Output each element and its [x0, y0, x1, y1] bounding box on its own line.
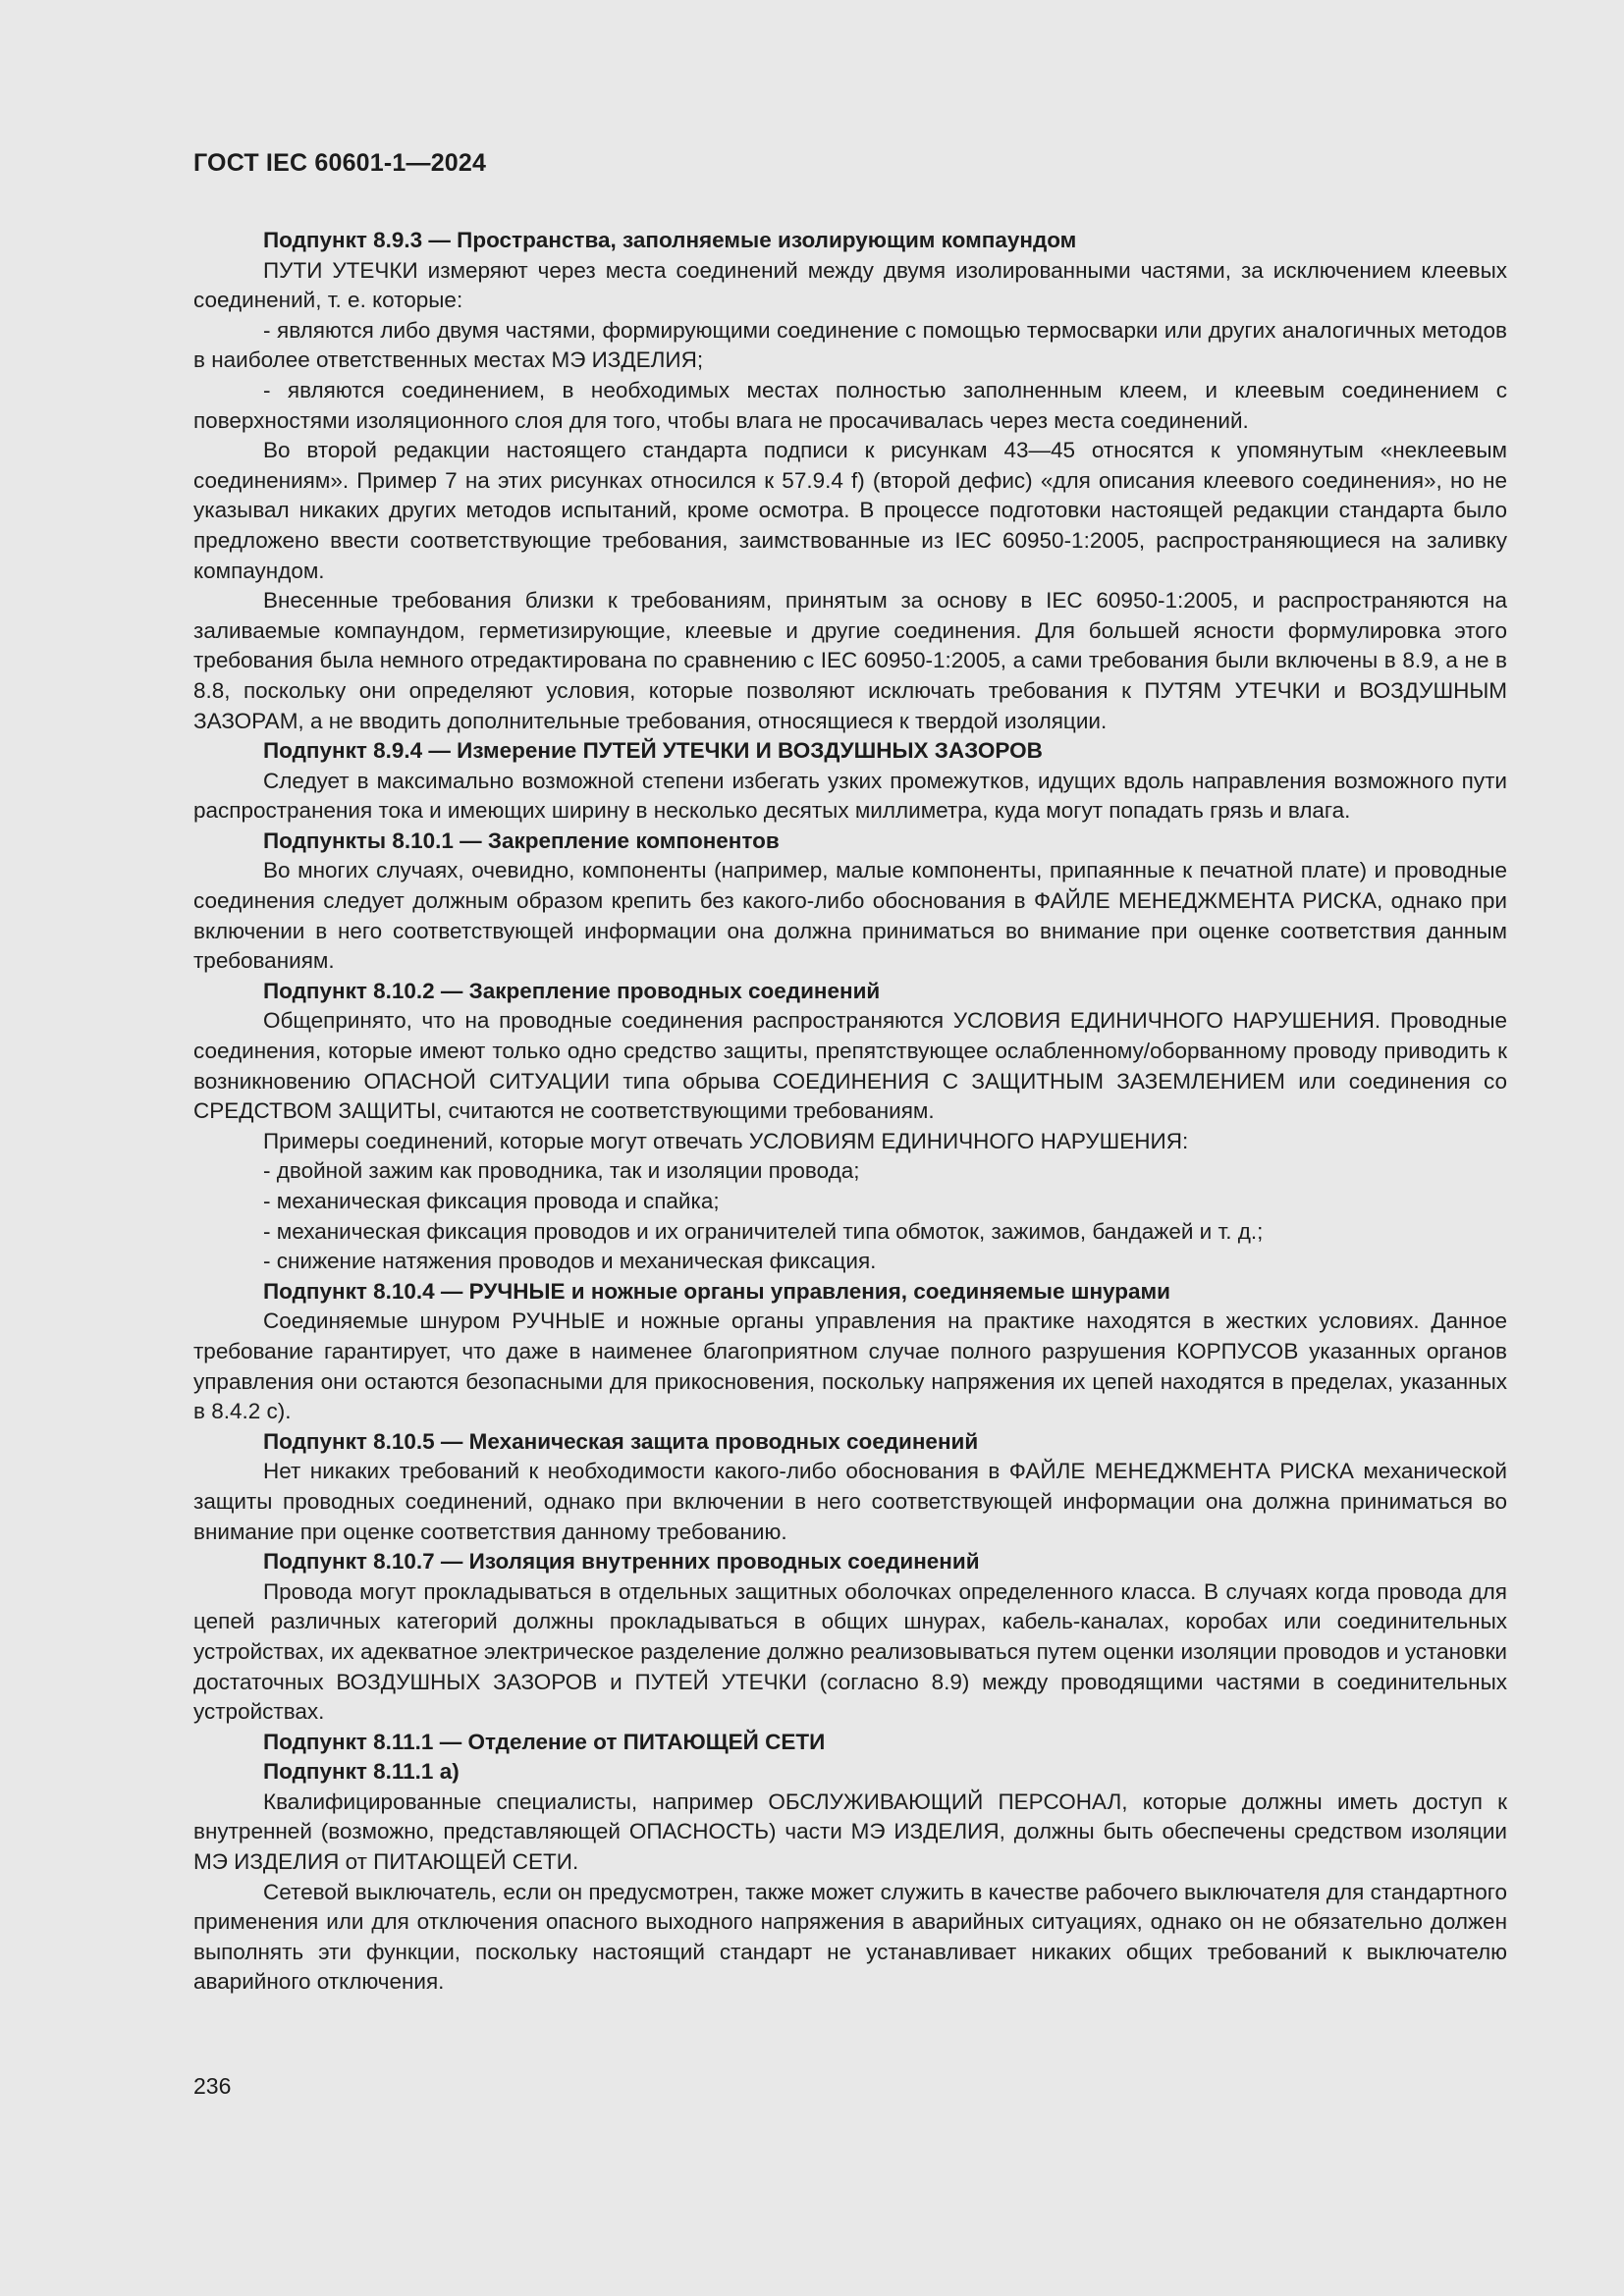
section-heading: Подпункт 8.10.2 — Закрепление проводных соединений	[263, 978, 881, 1003]
paragraph: Общепринято, что на проводные соединения распространяются УСЛОВИЯ ЕДИНИЧНОГО НАРУШЕНИЯ. Проводные соединения, которые имеют только одно средство защиты, препятствующее ослабленному/оборванному проводу приводить к возникновению ОПАСНОЙ СИТУАЦИИ типа обрыва СОЕДИНЕНИЯ С ЗАЩИТНЫМ ЗАЗЕМЛЕНИЕМ или соединения со СРЕДСТВОМ ЗАЩИТЫ, считаются не соответствующими требованиям.	[193, 1008, 1507, 1124]
section-heading: Подпункт 8.11.1 а)	[263, 1759, 460, 1785]
document-body	[193, 226, 1507, 1998]
document-header: ГОСТ IEC 60601-1—2024	[193, 149, 487, 177]
section-heading: Подпункт 8.10.7 — Изоляция внутренних проводных соединений	[263, 1549, 980, 1575]
paragraph: Примеры соединений, которые могут отвечать УСЛОВИЯМ ЕДИНИЧНОГО НАРУШЕНИЯ:	[263, 1128, 1189, 1153]
list-item: - являются соединением, в необходимых местах полностью заполненным клеем, и клеевым соединением с поверхностями изоляционного слоя для того, чтобы влага не просачивалась через места соединений.	[193, 377, 1507, 433]
paragraph: Во второй редакции настоящего стандарта подписи к рисункам 43—45 относятся к упомянутым «неклеевым соединениям». Пример 7 на этих рисунках относился к 57.9.4 f) (второй дефис) «для описания клеевого соединения», но не указывал никаких других методов испытаний, кроме осмотра. В процессе подготовки настоящей редакции стандарта было предложено ввести соответствующие требования, заимствованные из IEC 60950-1:2005, распространяющиеся на заливку компаундом.	[193, 438, 1507, 583]
paragraph: Внесенные требования близки к требованиям, принятым за основу в IEC 60950-1:2005, и распространяются на заливаемые компаундом, герметизирующие, клеевые и другие соединения. Для большей ясности формулировка этого требования была немного отредактирована по сравнению с IEC 60950-1:2005, а сами требования были включены в 8.9, а не в 8.8, поскольку они определяют условия, которые позволяют исключать требования к ПУТЯМ УТЕЧКИ и ВОЗДУШНЫМ ЗАЗОРАМ, а не вводить дополнительные требования, относящиеся к твердой изоляции.	[193, 588, 1507, 733]
paragraph: Квалифицированные специалисты, например ОБСЛУЖИВАЮЩИЙ ПЕРСОНАЛ, которые должны иметь доступ к внутренней (возможно, представляющей ОПАСНОСТЬ) части МЭ ИЗДЕЛИЯ, должны быть обеспечены средством изоляции МЭ ИЗДЕЛИЯ от ПИТАЮЩЕЙ СЕТИ.	[193, 1789, 1507, 1875]
paragraph: ПУТИ УТЕЧКИ измеряют через места соединений между двумя изолированными частями, за исключением клеевых соединений, т. е. которые:	[193, 257, 1507, 313]
section-heading: Подпункт 8.10.5 — Механическая защита проводных соединений	[263, 1428, 979, 1454]
section-heading: Подпункт 8.10.4 — РУЧНЫЕ и ножные органы управления, соединяемые шнурами	[263, 1278, 1171, 1304]
paragraph: Следует в максимально возможной степени избегать узких промежутков, идущих вдоль направления возможного пути распространения тока и имеющих ширину в несколько десятых миллиметра, куда могут попадать грязь и влага.	[193, 768, 1507, 824]
paragraph: Нет никаких требований к необходимости какого-либо обоснования в ФАЙЛЕ МЕНЕДЖМЕНТА РИСКА механической защиты проводных соединений, однако при включении в него соответствующей информации она должна приниматься во внимание при оценке соответствия данному требованию.	[193, 1459, 1507, 1544]
paragraph: Провода могут прокладываться в отдельных защитных оболочках определенного класса. В случаях когда провода для цепей различных категорий должны прокладываться в общих шнурах, кабель-каналах, коробах или соединительных устройствах, их адекватное электрическое разделение должно реализовываться путем оценки изоляции проводов и установки достаточных ВОЗДУШНЫХ ЗАЗОРОВ и ПУТЕЙ УТЕЧКИ (согласно 8.9) между проводящими частями в соединительных устройствах.	[193, 1578, 1507, 1725]
list-item: - механическая фиксация провода и спайка;	[263, 1189, 720, 1213]
paragraph: Соединяемые шнуром РУЧНЫЕ и ножные органы управления на практике находятся в жестких условиях. Данное требование гарантирует, что даже в наименее благоприятном случае полного разрушения КОРПУСОВ указанных органов управления они остаются безопасными для прикосновения, поскольку напряжения их цепей находятся в пределах, указанных в 8.4.2 с).	[193, 1308, 1507, 1424]
list-item: - двойной зажим как проводника, так и изоляции провода;	[263, 1158, 860, 1184]
section-heading: Подпункт 8.11.1 — Отделение от ПИТАЮЩЕЙ СЕТИ	[263, 1729, 826, 1754]
page-number: 236	[193, 2073, 232, 2099]
list-item: - механическая фиксация проводов и их ограничителей типа обмоток, зажимов, бандажей и т. д.;	[263, 1218, 1264, 1244]
list-item: - снижение натяжения проводов и механическая фиксация.	[263, 1249, 877, 1274]
list-item: - являются либо двумя частями, формирующими соединение с помощью термосварки или других аналогичных методов в наиболее ответственных местах МЭ ИЗДЕЛИЯ;	[193, 317, 1507, 373]
section-heading: Подпункт 8.9.3 — Пространства, заполняемые изолирующим компаундом	[263, 228, 1077, 252]
paragraph: Во многих случаях, очевидно, компоненты (например, малые компоненты, припаянные к печатной плате) и проводные соединения следует должным образом крепить без какого-либо обоснования в ФАЙЛЕ МЕНЕДЖМЕНТА РИСКА, однако при включении в него соответствующей информации она должна приниматься во внимание при оценке соответствия данным требованиям.	[193, 858, 1507, 974]
section-heading: Подпункты 8.10.1 — Закрепление компонентов	[263, 828, 780, 853]
paragraph: Сетевой выключатель, если он предусмотрен, также может служить в качестве рабочего выключателя для стандартного применения или для отключения опасного выходного напряжения в аварийных ситуациях, однако он не обязательно должен выполнять эти функции, поскольку настоящий стандарт не устанавливает никаких общих требований к выключателю аварийного отключения.	[193, 1879, 1507, 1995]
section-heading: Подпункт 8.9.4 — Измерение ПУТЕЙ УТЕЧКИ И ВОЗДУШНЫХ ЗАЗОРОВ	[263, 738, 1043, 764]
